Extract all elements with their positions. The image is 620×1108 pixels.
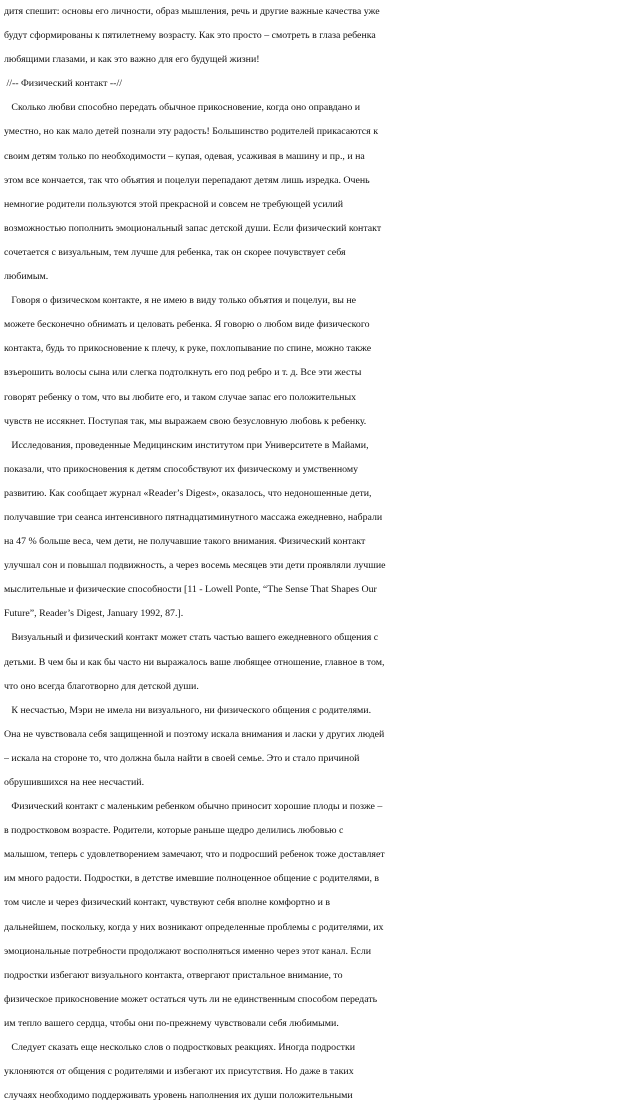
text-line: Говоря о физическом контакте, я не имею в виду только объятия и поцелуи, вы не <box>4 295 357 307</box>
text-line: эмоциональные потребности продолжают восполняться именно через этот канал. Если <box>4 945 372 957</box>
text-line: Визуальный и физический контакт может стать частью вашего ежедневного общения с <box>4 632 379 644</box>
text-line: им тепло вашего сердца, чтобы они по-прежнему чувствовали себя любимыми. <box>4 1017 339 1029</box>
text-line: своим детям только по необходимости – купая, одевая, усаживая в машину и пр., и на <box>4 150 365 162</box>
text-line: Она не чувствовала себя защищенной и поэтому искала внимания и ласки у других людей <box>4 728 385 740</box>
text-line: мыслительные и физические способности [11 - Lowell Ponte, “The Sense That Shapes Our <box>4 584 377 596</box>
text-line: контакта, будь то прикосновение к плечу, к руке, похлопывание по спине, можно также <box>4 343 372 355</box>
text-line: Future”, Reader’s Digest, January 1992, 87.]. <box>4 608 184 620</box>
text-line: К несчастью, Мэри не имела ни визуального, ни физического общения с родителями. <box>4 704 372 716</box>
text-line: чувств не иссякнет. Поступая так, мы выражаем свою безусловную любовь к ребенку. <box>4 415 367 427</box>
text-line: любимым. <box>4 271 49 283</box>
text-line: им много радости. Подростки, в детстве имевшие полноценное общение с родителями, в <box>4 873 380 885</box>
text-line: подростки избегают визуального контакта, отвергают пристальное внимание, то <box>4 969 343 981</box>
text-line: возможностью пополнить эмоциональный запас детской души. Если физический контакт <box>4 222 382 234</box>
text-line: уместно, но как мало детей познали эту радость! Большинство родителей прикасаются к <box>4 126 378 138</box>
text-line: сочетается с визуальным, тем лучше для ребенка, так он скорее почувствует себя <box>4 246 346 258</box>
text-line: немногие родители пользуются этой прекрасной и совсем не требующей усилий <box>4 198 344 210</box>
text-line: можете бесконечно обнимать и целовать ребенка. Я говорю о любом виде физического <box>4 319 370 331</box>
document-body <box>4 0 612 1108</box>
text-line: Физический контакт с маленьким ребенком обычно приносит хорошие плоды и позже – <box>4 801 383 813</box>
text-line: в подростковом возрасте. Родители, которые раньше щедро делились любовью с <box>4 825 344 837</box>
text-line: малышом, теперь с удовлетворением замечают, что и подросший ребенок тоже доставляет <box>4 849 385 861</box>
text-line: обрушившихся на нее несчастий. <box>4 777 145 788</box>
text-line: на 47 % больше веса, чем дети, не получавшие такого внимания. Физический контакт <box>4 536 366 548</box>
text-line: Следует сказать еще несколько слов о подростковых реакциях. Иногда подростки <box>4 1042 356 1054</box>
text-line: говорят ребенку о том, что вы любите его, и таком случае запас его положительных <box>4 391 357 403</box>
text-line: том числе и через физический контакт, чувствуют себя вполне комфортно и в <box>4 897 331 909</box>
text-line: что оно всегда благотворно для детской души. <box>4 680 199 692</box>
text-line: улучшал сон и повышал подвижность, а через восемь месяцев эти дети проявляли лучшие <box>4 560 386 572</box>
text-line: физическое прикосновение может остаться чуть ли не единственным способом передать <box>4 993 378 1005</box>
text-line: дальнейшем, поскольку, когда у них возникают определенные проблемы с родителями, их <box>4 921 384 933</box>
text-line: – искала на стороне то, что должна была найти в своей семье. Это и стало причиной <box>4 752 360 764</box>
text-line: Сколько любви способно передать обычное прикосновение, когда оно оправдано и <box>4 102 361 114</box>
text-line: получавшие три сеанса интенсивного пятнадцатиминутного массажа ежедневно, набрали <box>4 511 383 523</box>
text-line: развитию. Как сообщает журнал «Reader’s Digest», оказалось, что недоношенные дети, <box>4 487 372 499</box>
text-line: Исследования, проведенные Медицинским институтом при Университете в Майами, <box>4 439 369 451</box>
text-line: случаях необходимо поддерживать уровень наполнения их души положительными <box>4 1090 353 1102</box>
text-line: детьми. В чем бы и как бы часто ни выражалось ваше любящее отношение, главное в том, <box>4 656 385 668</box>
text-line: будут сформированы к пятилетнему возрасту. Как это просто – смотреть в глаза ребенка <box>4 30 376 42</box>
text-line: взъерошить волосы сына или слегка подтолкнуть его под ребро и т. д. Все эти жесты <box>4 367 362 379</box>
text-line: этом все кончается, так что объятия и поцелуи перепадают детям лишь изредка. Очень <box>4 174 370 186</box>
text-line: дитя спешит: основы его личности, образ мышления, речь и другие важные качества уже <box>4 6 380 17</box>
text-line: уклоняются от общения с родителями и избегают их присутствия. Но даже в таких <box>4 1066 354 1078</box>
text-line: любящими глазами, и как это важно для его будущей жизни! <box>4 54 260 66</box>
text-line: показали, что прикосновения к детям способствуют их физическому и умственному <box>4 463 359 475</box>
text-line: //-- Физический контакт --// <box>4 78 122 90</box>
